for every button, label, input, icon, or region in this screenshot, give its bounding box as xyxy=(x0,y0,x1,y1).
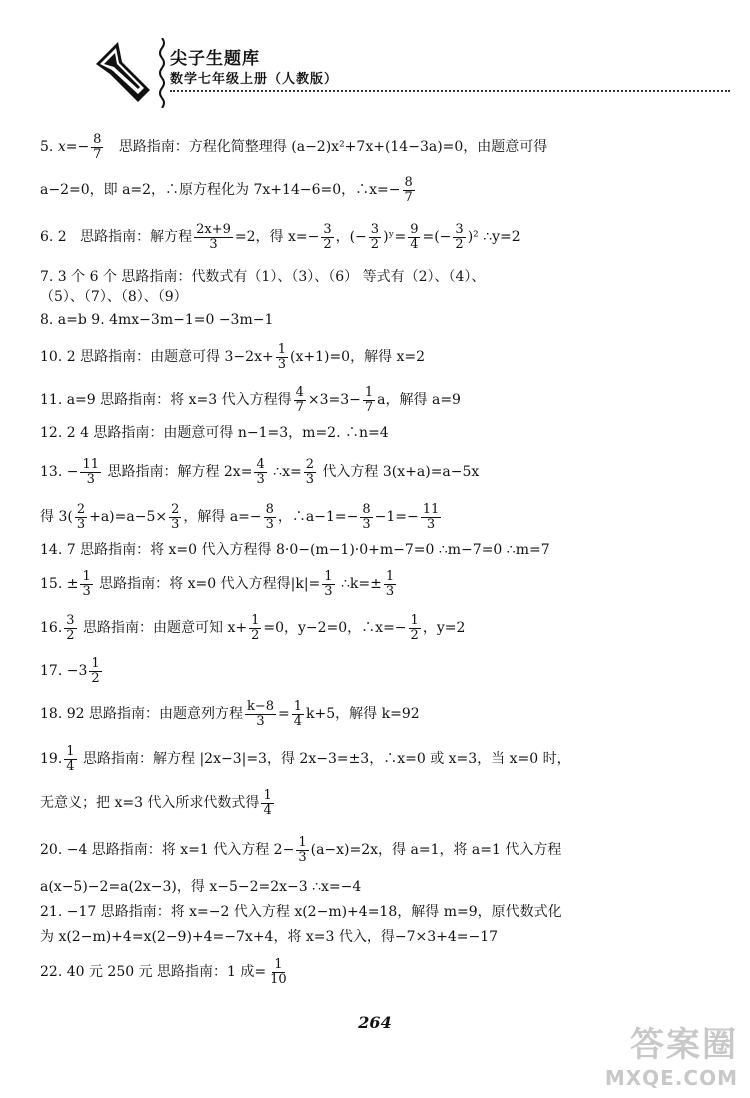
arrow-logo-icon xyxy=(92,38,154,108)
answer-22-line: 22. 40 元 250 元 思路指南：1 成= $\frac{1}{10}$ xyxy=(40,957,287,987)
answer-7-line-2: （5）、（7）、（8）、（9） xyxy=(40,289,188,305)
answer-20-line-2: a(x−5)−2=a(2x−3)，得 x−5−2=2x−3 ∴x=−4 xyxy=(40,879,362,895)
watermark xyxy=(605,1017,738,1090)
watermark-url: MXQE.COM xyxy=(604,1066,738,1090)
answer-17-line: 17. −3 $\frac{1}{2}$ xyxy=(40,656,100,686)
answer-12-line: 12. 2 4 思路指南：由题意可得 n−1=3，m=2. ∴n=4 xyxy=(40,425,389,441)
answer-19-line-2: 无意义；把 x=3 代入所求代数式得 $\frac{1}{4}$ xyxy=(40,788,272,818)
page-number: 264 xyxy=(358,1013,392,1032)
book-subtitle: 数学七年级上册（人教版） xyxy=(170,72,339,87)
answer-6-line: 6. 2 思路指南：解方程 $\frac{2x+9}{3}$ =2，得 x=− $\frac{3}{2}$ ，(− $\frac{3}{2}$ )ʸ= $\frac{9}{4}$ =(− $\frac{3}{2}$ )² ∴y=2 xyxy=(40,222,521,252)
watermark-title: 答案圈 xyxy=(630,1025,738,1065)
answer-21-line-2: 为 x(2−m)+4=x(2−9)+4=−7x+4，将 x=3 代入，得−7×3+4=−17 xyxy=(40,929,499,945)
wavy-divider-icon xyxy=(158,38,166,108)
answer-7-line-1: 7. 3 个 6 个 思路指南：代数式有（1）、（3）、（6） 等式有（2）、（4）、 xyxy=(40,269,486,285)
answer-5-line-2: a−2=0，即 a=2，∴原方程化为 7x+14−6=0，∴x=− $\frac{8}{7}$ xyxy=(40,175,413,205)
answer-10-line: 10. 2 思路指南：由题意可得 3−2x+ $\frac{1}{3}$ (x+1)=0，解得 x=2 xyxy=(40,342,426,372)
answer-21-line-1: 21. −17 思路指南：将 x=−2 代入方程 x(2−m)+4=18，解得 m=9，原代数式化 xyxy=(40,904,562,920)
answer-20-line-1: 20. −4 思路指南：将 x=1 代入方程 2− $\frac{1}{3}$ (a−x)=2x，得 a=1，将 a=1 代入方程 xyxy=(40,835,562,865)
answer-13-line-1: 13. − $\frac{11}{3}$ 思路指南：解方程 2x= $\frac{4}{3}$ ∴x= $\frac{2}{3}$ 代入方程 3(x+a)=a−5x xyxy=(40,457,480,487)
answer-11-line: 11. a=9 思路指南：将 x=3 代入方程得 $\frac{4}{7}$ ×3=3− $\frac{1}{7}$ a，解得 a=9 xyxy=(40,385,461,415)
answer-13-line-2: 得 3( $\frac{2}{3}$ +a)=a−5× $\frac{2}{3}$ ，解得 a=− $\frac{8}{3}$ ，∴a−1=− $\frac{8}{3}$ −1=− $\frac{11}{3}$ xyxy=(40,502,440,532)
answer-5-line-1: 5. x=− $\frac{8}{7}$ 思路指南：方程化简整理得 (a−2)x²+7x+(14−3a)=0，由题意可得 xyxy=(40,132,548,162)
answer-18-line: 18. 92 思路指南：由题意列方程 $\frac{k-8}{3}$ = $\frac{1}{4}$ k+5，解得 k=92 xyxy=(40,699,420,729)
book-brand-title: 尖子生题库 xyxy=(170,49,260,69)
answer-14-line: 14. 7 思路指南：将 x=0 代入方程得 8·0−(m−1)·0+m−7=0 ∴m−7=0 ∴m=7 xyxy=(40,542,550,558)
answer-15-line: 15. ± $\frac{1}{3}$ 思路指南：将 x=0 代入方程得|k|= $\frac{1}{3}$ ∴k=± $\frac{1}{3}$ xyxy=(40,569,395,599)
answer-16-line: 16. $\frac{3}{2}$ 思路指南：由题意可知 x+ $\frac{1}{2}$ =0，y−2=0，∴x=− $\frac{1}{2}$ ，y=2 xyxy=(40,613,466,643)
answer-19-line-1: 19. $\frac{1}{4}$ 思路指南：解方程 |2x−3|=3，得 2x−3=±3，∴x=0 或 x=3，当 x=0 时， xyxy=(40,744,571,774)
header-dotted-rule xyxy=(170,90,730,92)
page-header xyxy=(92,38,732,108)
answer-8-9-line: 8. a=b 9. 4mx−3m−1=0 −3m−1 xyxy=(40,312,274,328)
